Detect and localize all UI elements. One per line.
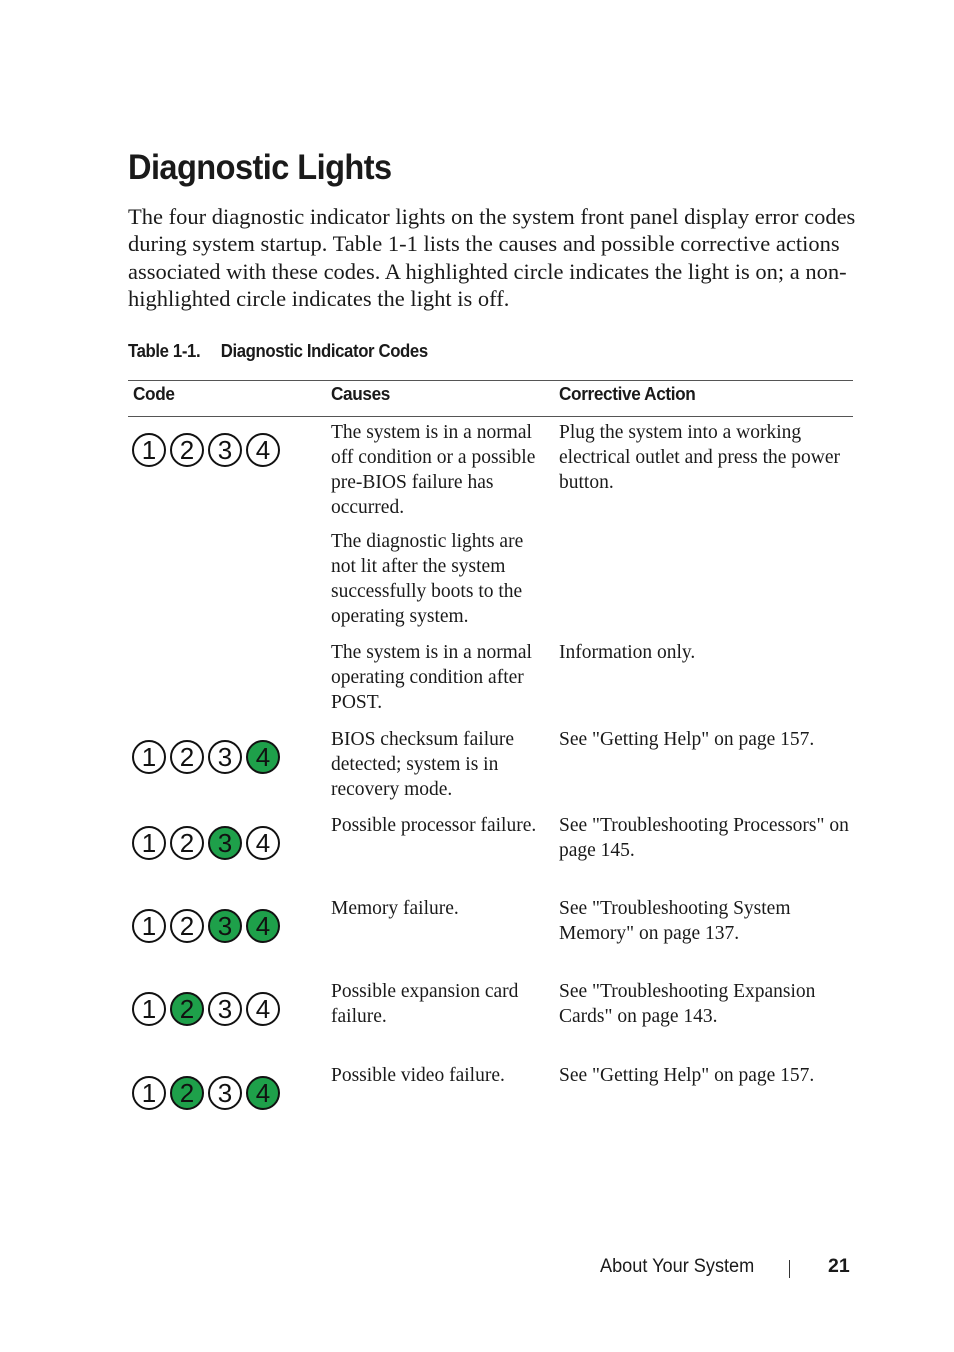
cause-row-1a: The system is in a normal off condition or a possible pre-BIOS failure has occurred. <box>331 422 536 518</box>
diagnostic-light-3-off-icon: 3 <box>208 992 242 1026</box>
diagnostic-light-2-off-icon: 2 <box>170 826 204 860</box>
cause-row-1c: The system is in a normal operating condition after POST. <box>331 642 532 713</box>
page-number: 21 <box>828 1255 850 1277</box>
code-lights-row-5 <box>132 992 280 1026</box>
code-lights-row-3 <box>132 826 280 860</box>
header-corrective-action: Corrective Action <box>559 383 696 404</box>
diagnostic-light-2-on-icon: 2 <box>170 1076 204 1110</box>
cause-row-6: Possible video failure. <box>331 1065 505 1086</box>
diagnostic-light-1-off-icon: 1 <box>132 992 166 1026</box>
action-row-3: See "Troubleshooting Processors" on page 145. <box>559 815 849 861</box>
action-row-6: See "Getting Help" on page 157. <box>559 1065 815 1086</box>
diagnostic-light-1-off-icon: 1 <box>132 740 166 774</box>
action-row-1a: Plug the system into a working electrical outlet and press the power button. <box>559 422 841 493</box>
diagnostic-light-4-off-icon: 4 <box>246 992 280 1026</box>
intro-paragraph: The four diagnostic indicator lights on the system front panel display error codes during system startup. Table 1-1 lists the causes and possible corrective actions associated with these codes. A highlighted circle indicates the light is on; a non-highlighted circle indicates the light is off. <box>128 204 856 311</box>
action-row-1b: Information only. <box>559 642 696 663</box>
diagnostic-light-3-off-icon: 3 <box>208 740 242 774</box>
table-caption <box>128 341 428 362</box>
diagnostic-light-2-off-icon: 2 <box>170 909 204 943</box>
diagnostic-light-4-off-icon: 4 <box>246 826 280 860</box>
table-top-rule <box>128 380 853 381</box>
diagnostic-light-2-off-icon: 2 <box>170 433 204 467</box>
cause-row-2: BIOS checksum failure detected; system is in recovery mode. <box>331 729 515 800</box>
cause-row-1b: The diagnostic lights are not lit after the system successfully boots to the operating system. <box>331 531 524 627</box>
footer-separator <box>789 1260 790 1278</box>
table-header-rule <box>128 416 853 417</box>
diagnostic-light-1-off-icon: 1 <box>132 909 166 943</box>
cause-row-5: Possible expansion card failure. <box>331 981 519 1027</box>
diagnostic-light-3-on-icon: 3 <box>208 909 242 943</box>
diagnostic-light-3-on-icon: 3 <box>208 826 242 860</box>
diagnostic-light-1-off-icon: 1 <box>132 433 166 467</box>
table-caption-number: Table 1-1. <box>128 341 201 361</box>
cause-row-4: Memory failure. <box>331 898 459 919</box>
page-title: Diagnostic Lights <box>128 148 392 187</box>
diagnostic-light-4-on-icon: 4 <box>246 909 280 943</box>
code-lights-row-4 <box>132 909 280 943</box>
code-lights-row-1 <box>132 433 280 467</box>
action-row-4: See "Troubleshooting System Memory" on page 137. <box>559 898 791 944</box>
diagnostic-light-3-off-icon: 3 <box>208 433 242 467</box>
header-causes: Causes <box>331 383 390 404</box>
code-lights-row-2 <box>132 740 280 774</box>
diagnostic-light-2-off-icon: 2 <box>170 740 204 774</box>
action-row-2: See "Getting Help" on page 157. <box>559 729 815 750</box>
action-row-5: See "Troubleshooting Expansion Cards" on page 143. <box>559 981 816 1027</box>
diagnostic-light-3-off-icon: 3 <box>208 1076 242 1110</box>
diagnostic-light-4-off-icon: 4 <box>246 433 280 467</box>
diagnostic-light-1-off-icon: 1 <box>132 826 166 860</box>
code-lights-row-6 <box>132 1076 280 1110</box>
diagnostic-light-4-on-icon: 4 <box>246 1076 280 1110</box>
cause-row-3: Possible processor failure. <box>331 815 537 836</box>
diagnostic-light-2-on-icon: 2 <box>170 992 204 1026</box>
table-caption-title: Diagnostic Indicator Codes <box>220 341 428 361</box>
footer-section-title: About Your System <box>600 1255 755 1277</box>
header-code: Code <box>133 383 175 404</box>
diagnostic-light-4-on-icon: 4 <box>246 740 280 774</box>
diagnostic-light-1-off-icon: 1 <box>132 1076 166 1110</box>
